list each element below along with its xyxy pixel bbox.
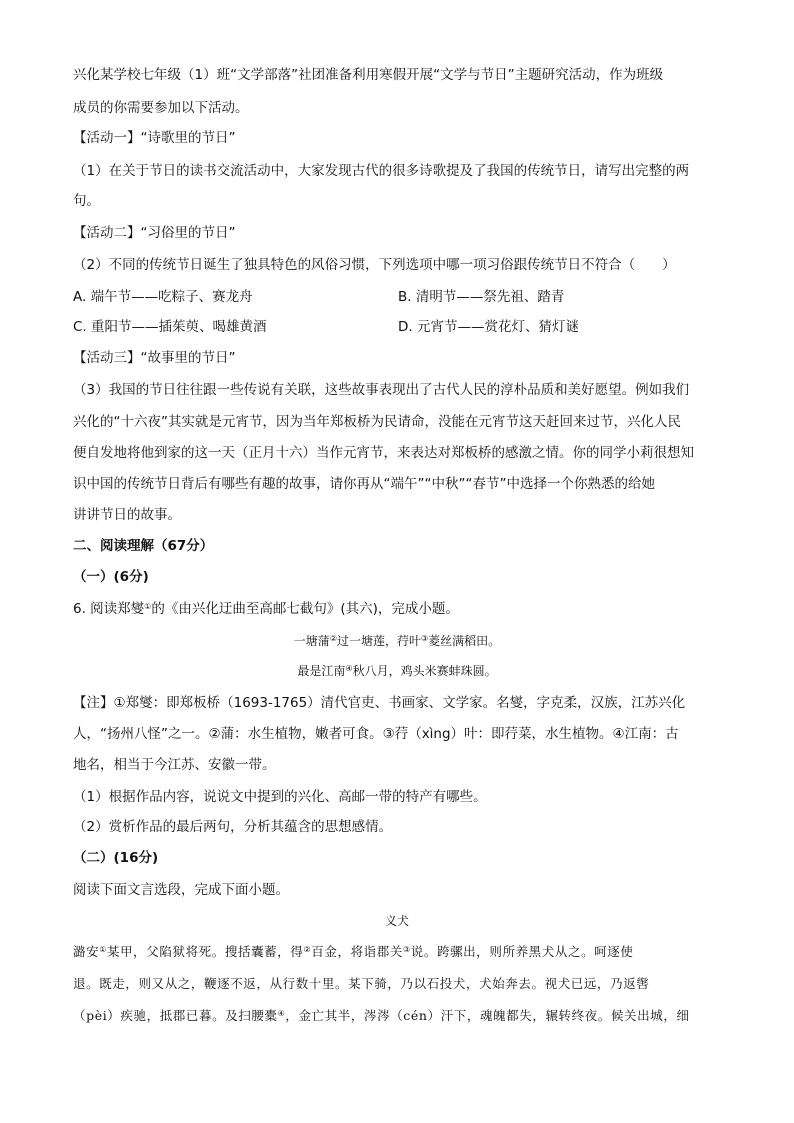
note-line-3: 地名，相当于今江苏、安徽一带。 — [73, 757, 276, 773]
option-a: A. 端午节——吃粽子、赛龙舟 — [73, 289, 253, 305]
subquestion-2: （2）赏析作品的最后两句，分析其蕴含的思想感情。 — [73, 819, 393, 835]
q3-line-4: 识中国的传统节日背后有哪些有趣的故事，请你再从“端午”“中秋”“春节”中选择一个你熟悉的给她 — [73, 476, 655, 492]
activity2-title: 【活动二】“习俗里的节日” — [73, 225, 236, 241]
footnote-marker: ① — [99, 945, 107, 954]
option-b: B. 清明节——祭先祖、踏青 — [398, 289, 565, 305]
q3-line-2: 兴化的“十六夜”其实就是元宵节，因为当年郑板桥为民请命，没能在元宵节这天赶回来过节，兴化人民 — [73, 414, 681, 430]
option-c: C. 重阳节——插茱萸、喝雄黄酒 — [73, 319, 267, 335]
q6-text-b: 的《由兴化迂曲至高邮七截句》(其六)，完成小题。 — [151, 601, 459, 617]
classical-line-3: （pèi）疾驰，抵郡已暮。及扫腰橐④，金亡其半，涔涔（cén）汗下，魂魄都失，辗转终夜。候关出城，细 — [73, 1008, 690, 1023]
note-line-2: 人，“扬州八怪”之一。②蒲：水生植物，嫩者可食。③荇（xìng）叶：即荇菜，水生植物。④江南：古 — [73, 726, 679, 742]
classical-line-1: 潞安①某甲，父陷狱将死。搜括囊蓄，得②百金，将诣郡关③说。跨骡出，则所养黑犬从之。呵逐使 — [73, 944, 634, 959]
q3-line-5: 讲讲节日的故事。 — [73, 507, 181, 523]
activity3-title: 【活动三】“故事里的节日” — [73, 350, 236, 366]
footnote-marker: ③ — [402, 945, 411, 954]
classical-title: 义犬 — [384, 914, 409, 928]
poem-line-2: 最是江南④秋八月，鸡头米赛蚌珠圆。 — [297, 664, 497, 678]
q6-stem — [73, 600, 459, 618]
subquestion-1: （1）根据作品内容，说说文中提到的兴化、高邮一带的特产有哪些。 — [73, 789, 487, 805]
q3-line-3: 便自发地将他到家的这一天（正月十六）当作元宵节，来表达对郑板桥的感激之情。你的同学小莉很想知 — [73, 445, 694, 461]
footnote-marker: ② — [303, 945, 312, 954]
footnote-marker: ② — [329, 634, 337, 643]
part2-heading: （二）(16分) — [73, 850, 159, 866]
q6-text-a: 6. 阅读郑燮 — [73, 601, 145, 617]
note-line-1: 【注】①郑燮：即郑板桥（1693-1765）清代官吏、书画家、文学家。名燮，字克柔，汉族，江苏兴化 — [73, 695, 686, 711]
q3-line-1: （3）我国的节日往往跟一些传说有关联，这些故事表现出了古代人民的淳朴品质和美好愿望。例如我们 — [73, 382, 690, 398]
q1-line-1: （1）在关于节日的读书交流活动中，大家发现古代的很多诗歌提及了我国的传统节日，请写出完整的两 — [73, 163, 690, 179]
intro-line-1: 兴化某学校七年级（1）班“文学部落”社团准备利用寒假开展“文学与节日”主题研究活动，作为班级 — [73, 67, 664, 83]
footnote-marker: ① — [144, 602, 152, 611]
section2-heading: 二、阅读理解（67分） — [73, 538, 214, 554]
option-d: D. 元宵节——赏花灯、猜灯谜 — [398, 319, 579, 335]
footnote-marker: ④ — [277, 1009, 286, 1018]
classical-line-2: 退。既走，则又从之，鞭逐不返，从行数十里。某下骑，乃以石投犬，犬始奔去。视犬已远，乃返辔 — [73, 976, 650, 991]
poem-line-1: 一塘蒲②过一塘莲，荇叶③菱丝满稻田。 — [293, 634, 501, 648]
part1-heading: （一）(6分) — [73, 569, 149, 585]
q1-line-2: 句。 — [73, 193, 100, 209]
part2-instruction: 阅读下面文言选段，完成下面小题。 — [73, 882, 289, 898]
intro-line-2: 成员的你需要参加以下活动。 — [73, 100, 249, 116]
q2-stem: （2）不同的传统节日诞生了独具特色的风俗习惯，下列选项中哪一项习俗跟传统节日不符合（ ） — [73, 257, 676, 273]
footnote-marker: ③ — [421, 634, 429, 643]
activity1-title: 【活动一】“诗歌里的节日” — [73, 130, 236, 146]
footnote-marker: ④ — [345, 664, 353, 673]
